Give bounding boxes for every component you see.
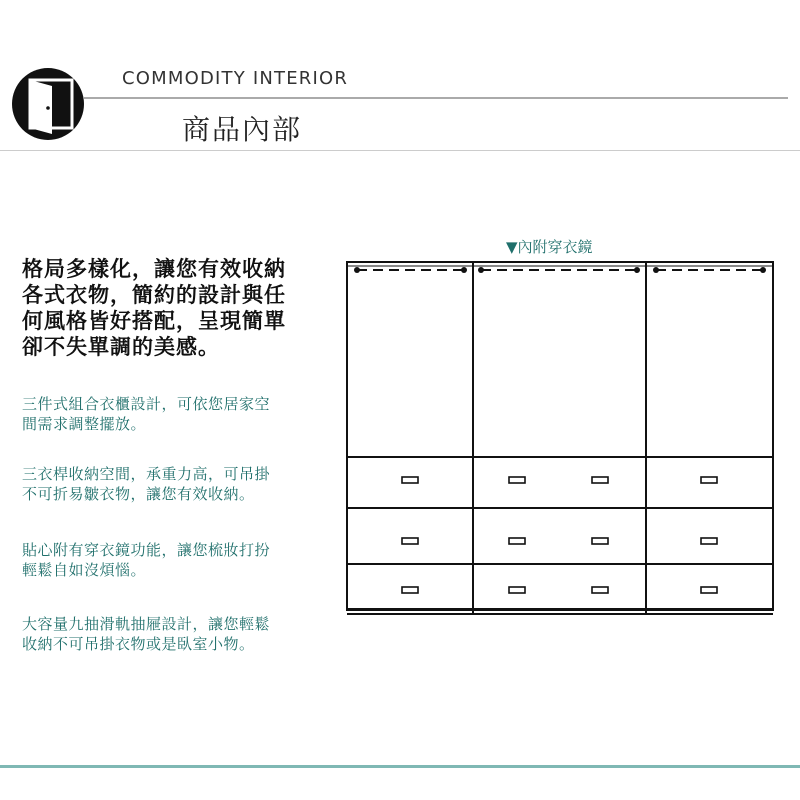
drawer-handle xyxy=(509,538,525,544)
lead-line: 何風格皆好搭配，呈現簡單 xyxy=(22,309,286,333)
drawer-handle xyxy=(402,477,418,483)
drawer-handle xyxy=(509,587,525,593)
drawer-handle xyxy=(701,587,717,593)
rod-end xyxy=(354,267,360,273)
wardrobe-frame xyxy=(347,262,773,610)
feature-line: 收納不可吊掛衣物或是臥室小物。 xyxy=(22,635,255,653)
mirror-label: ▼內附穿衣鏡 xyxy=(506,238,593,256)
drawer-handle xyxy=(509,477,525,483)
feature-line: 三衣桿收納空間，承重力高，可吊掛 xyxy=(22,465,271,483)
drawer-handle xyxy=(701,477,717,483)
rod-end xyxy=(478,267,484,273)
drawer-handle xyxy=(402,538,418,544)
footer-bar xyxy=(0,765,800,768)
rod-end xyxy=(461,267,467,273)
feature-line: 不可折易皺衣物，讓您有效收納。 xyxy=(22,485,255,503)
rod-end xyxy=(634,267,640,273)
lead-line: 卻不失單調的美感。 xyxy=(22,335,220,359)
drawer-handle xyxy=(592,538,608,544)
lead-line: 各式衣物，簡約的設計與任 xyxy=(22,283,286,307)
rod-end xyxy=(760,267,766,273)
drawer-handle xyxy=(701,538,717,544)
feature-line: 三件式組合衣櫃設計，可依您居家空 xyxy=(22,395,271,413)
feature-line: 貼心附有穿衣鏡功能，讓您梳妝打扮 xyxy=(22,541,271,559)
drawer-handle xyxy=(592,477,608,483)
header-title-en: COMMODITY INTERIOR xyxy=(122,68,349,89)
page-title: 商品內部 xyxy=(182,113,303,146)
drawer-handle xyxy=(592,587,608,593)
rod-end xyxy=(653,267,659,273)
feature-line: 大容量九抽滑軌抽屜設計，讓您輕鬆 xyxy=(22,615,271,633)
lead-line: 格局多樣化，讓您有效收納 xyxy=(22,257,286,281)
feature-line: 輕鬆自如沒煩惱。 xyxy=(22,561,147,579)
drawer-handle xyxy=(402,587,418,593)
feature-line: 間需求調整擺放。 xyxy=(22,415,147,433)
